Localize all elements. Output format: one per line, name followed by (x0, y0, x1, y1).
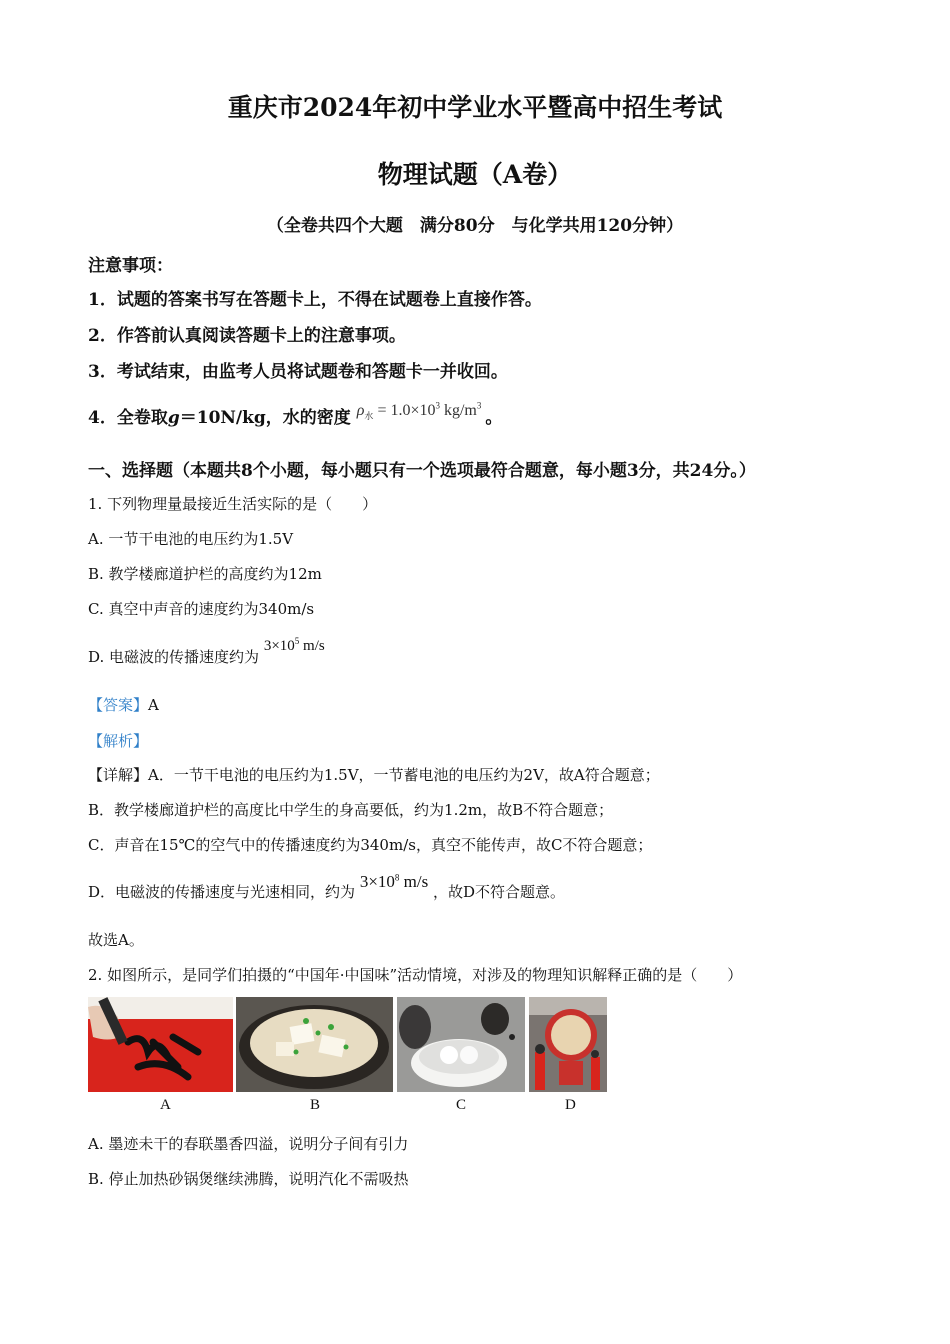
notice-heading: 注意事项： (88, 256, 173, 276)
q1-option-c: C. 真空中声音的速度约为340m/s (88, 600, 315, 618)
caption-d: D (565, 1097, 576, 1113)
q1-option-d-formula: $3\times 10^5$ m/s (263, 636, 325, 654)
photo-b-clay-pot (236, 997, 393, 1092)
notice-item-4: 4．全卷取g＝10N/kg，水的密度 $\rho_水 = 1.0\times 10^3$ $kg/m^3$ 。 (88, 400, 503, 428)
notice-item-2: 2．作答前认真阅读答题卡上的注意事项。 (88, 326, 406, 346)
q1-detail-c: C．声音在15℃的空气中的传播速度约为340m/s，真空不能传声，故C不符合题意； (88, 836, 653, 854)
q1-analysis-tag: 【解析】 (88, 732, 149, 750)
q1-detail-b: B．教学楼廊道护栏的高度比中学生的身高要低，约为1.2m，故B不符合题意； (88, 801, 614, 819)
notice-item-3: 3．考试结束，由监考人员将试题卷和答题卡一并收回。 (88, 362, 508, 382)
q2-stem: 2. 如图所示，是同学们拍摄的“中国年·中国味”活动情境，对涉及的物理知识解释正确的是（ ） (88, 966, 743, 984)
q1-option-a: A. 一节干电池的电压约为1.5V (88, 530, 294, 548)
exam-title: 重庆市2024年初中学业水平暨高中招生考试 (227, 93, 723, 122)
q1-conclusion: 故选A。 (88, 931, 144, 949)
caption-b: B (310, 1097, 321, 1113)
caption-c: C (456, 1097, 467, 1113)
photo-c-tangyuan (397, 997, 525, 1092)
q1-detail-d: D．电磁波的传播速度与光速相同，约为 $3\times 10^8$ m/s ，故D不符合题意。 (88, 872, 566, 901)
q1-answer: 【答案】A (88, 696, 159, 714)
q1-stem: 1. 下列物理量最接近生活实际的是（ ） (88, 495, 378, 513)
photo-a-couplet (88, 997, 233, 1092)
q2-option-b: B. 停止加热砂锅煲继续沸腾，说明汽化不需吸热 (88, 1170, 409, 1188)
exam-note: （全卷共四个大题 满分80分 与化学共用120分钟） (266, 216, 684, 236)
photo-d-drum (529, 997, 607, 1092)
notice-item-1: 1．试题的答案书写在答题卡上，不得在试题卷上直接作答。 (88, 290, 542, 310)
section-heading: 一、选择题（本题共8个小题，每小题只有一个选项最符合题意，每小题3分，共24分。） (88, 461, 756, 481)
q1-option-d: D. 电磁波的传播速度约为 $3\times 10^5$ m/s (88, 636, 325, 666)
q2-option-a: A. 墨迹未干的春联墨香四溢，说明分子间有引力 (88, 1135, 409, 1153)
q1-option-b: B. 教学楼廊道护栏的高度约为12m (88, 565, 322, 583)
q1-detail-d-formula: $3\times 10^8$ m/s (359, 872, 429, 891)
caption-a: A (160, 1097, 171, 1113)
water-density-formula: $\rho_水 = 1.0\times 10^3$ $kg/m^3$ (356, 400, 482, 422)
exam-subtitle: 物理试题（A卷） (377, 160, 573, 189)
q1-detail-a: 【详解】A．一节干电池的电压约为1.5V，一节蓄电池的电压约为2V，故A符合题意； (88, 766, 660, 784)
